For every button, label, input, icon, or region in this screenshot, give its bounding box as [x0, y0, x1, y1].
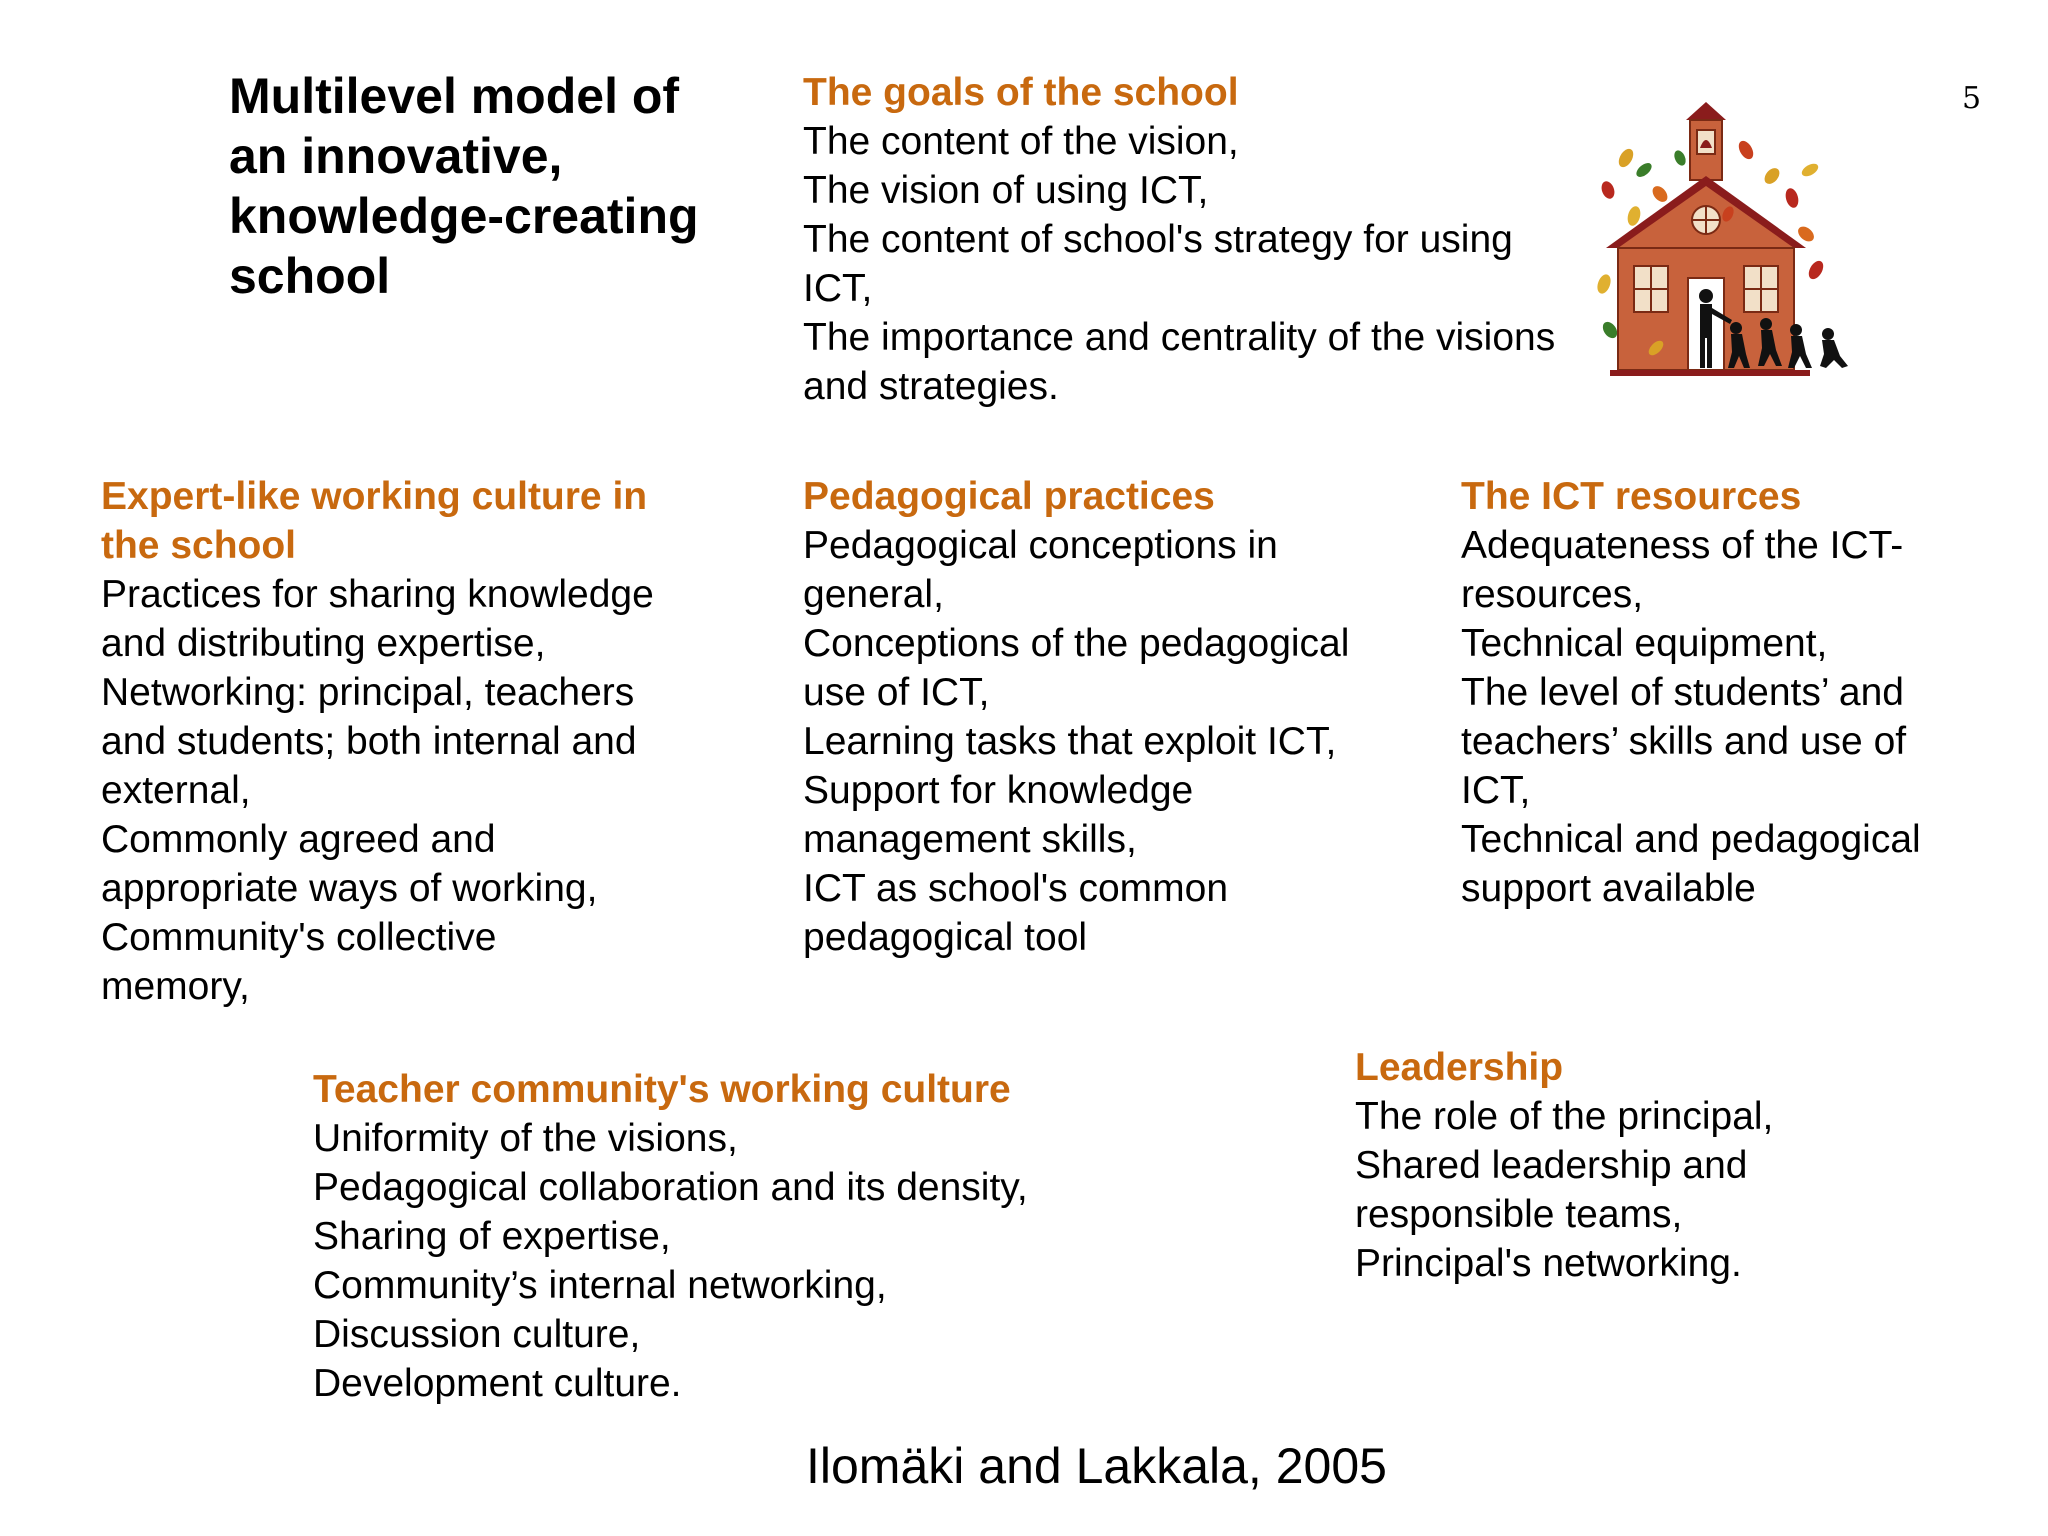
goals-line: The importance and centrality of the visions: [803, 316, 1556, 359]
tower-roof: [1686, 102, 1726, 120]
slide-title-line: knowledge-creating: [229, 188, 699, 244]
teacher-line: Development culture.: [313, 1362, 682, 1405]
pedagogy-line: Conceptions of the pedagogical: [803, 622, 1350, 665]
citation: Ilomäki and Lakkala, 2005: [806, 1438, 1387, 1494]
leadership-line: Shared leadership and: [1355, 1144, 1748, 1187]
slide-title-line: an innovative,: [229, 128, 563, 184]
expert-line: Networking: principal, teachers: [101, 671, 635, 714]
ict-line: Technical and pedagogical: [1461, 818, 1921, 861]
slide-title-line: school: [229, 248, 391, 304]
expert-line: external,: [101, 769, 251, 812]
slide-title: [229, 66, 699, 306]
goals-section: [803, 68, 1555, 411]
leadership-heading: Leadership: [1355, 1046, 1564, 1089]
ict-line: The level of students’ and: [1461, 671, 1904, 714]
pedagogical-practices-section: [803, 472, 1349, 962]
expert-heading: Expert-like working culture in: [101, 475, 648, 518]
pedagogy-line: ICT as school's common: [803, 867, 1229, 910]
pedagogy-line: Pedagogical conceptions in: [803, 524, 1278, 567]
expert-culture-section: [101, 472, 654, 1011]
expert-line: Commonly agreed and: [101, 818, 496, 861]
expert-heading: the school: [101, 524, 297, 567]
leadership-line: The role of the principal,: [1355, 1095, 1774, 1138]
leadership-line: responsible teams,: [1355, 1193, 1683, 1236]
goals-line: ICT,: [803, 267, 873, 310]
goals-line: The content of the vision,: [803, 120, 1239, 163]
pedagogy-line: use of ICT,: [803, 671, 990, 714]
teacher-line: Pedagogical collaboration and its density,: [313, 1166, 1028, 1209]
expert-line: and students; both internal and: [101, 720, 637, 763]
expert-line: Practices for sharing knowledge: [101, 573, 654, 616]
ict-line: Technical equipment,: [1461, 622, 1828, 665]
ict-line: Adequateness of the ICT-: [1461, 524, 1904, 567]
teacher-line: Sharing of expertise,: [313, 1215, 671, 1258]
goals-line: The content of school's strategy for using: [803, 218, 1513, 261]
expert-line: Community's collective: [101, 916, 497, 959]
ground-line: [1610, 370, 1810, 376]
leadership-section: [1355, 1043, 1773, 1288]
teacher-line: Uniformity of the visions,: [313, 1117, 738, 1160]
ict-heading: The ICT resources: [1461, 475, 1802, 518]
page-number: 5: [1962, 81, 1982, 116]
goals-line: and strategies.: [803, 365, 1059, 408]
school-house-icon: [1596, 98, 1858, 380]
expert-line: appropriate ways of working,: [101, 867, 598, 910]
slide-title-line: Multilevel model of: [229, 68, 680, 124]
pedagogy-heading: Pedagogical practices: [803, 475, 1215, 518]
ict-resources-section: [1461, 472, 1921, 913]
teacher-line: Community’s internal networking,: [313, 1264, 887, 1307]
ict-line: ICT,: [1461, 769, 1531, 812]
pedagogy-line: pedagogical tool: [803, 916, 1088, 959]
goals-heading: The goals of the school: [803, 71, 1239, 114]
leadership-line: Principal's networking.: [1355, 1242, 1742, 1285]
ict-line: teachers’ skills and use of: [1461, 720, 1907, 763]
pedagogy-line: Learning tasks that exploit ICT,: [803, 720, 1337, 763]
pedagogy-line: management skills,: [803, 818, 1137, 861]
expert-line: and distributing expertise,: [101, 622, 546, 665]
teacher-heading: Teacher community's working culture: [313, 1068, 1011, 1111]
expert-line: memory,: [101, 965, 250, 1008]
ict-line: support available: [1461, 867, 1756, 910]
pedagogy-line: general,: [803, 573, 944, 616]
ict-line: resources,: [1461, 573, 1644, 616]
teacher-community-section: [313, 1065, 1028, 1408]
pedagogy-line: Support for knowledge: [803, 769, 1194, 812]
teacher-line: Discussion culture,: [313, 1313, 641, 1356]
goals-line: The vision of using ICT,: [803, 169, 1209, 212]
